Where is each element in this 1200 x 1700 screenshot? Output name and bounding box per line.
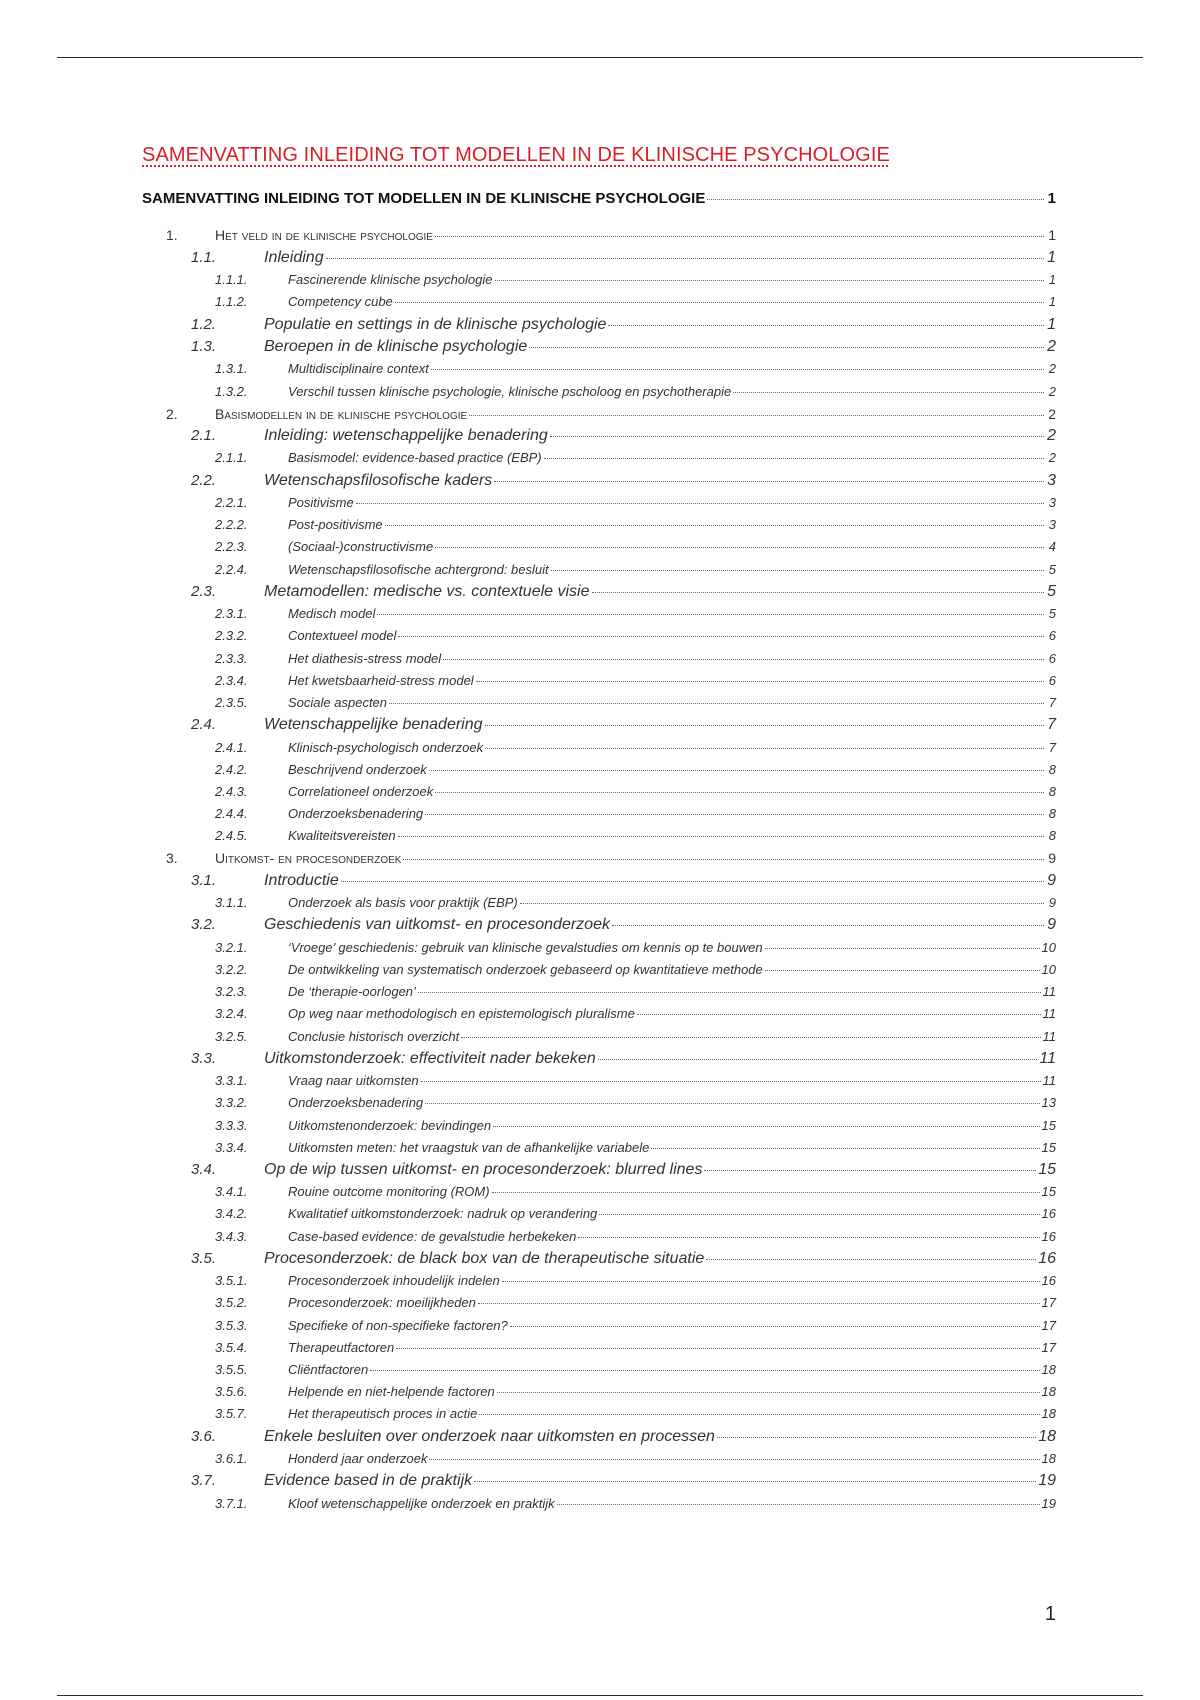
toc-entry-page: 18 bbox=[1041, 1384, 1056, 1400]
toc-dot-leader bbox=[435, 792, 1044, 793]
toc-entry-page: 17 bbox=[1041, 1339, 1056, 1355]
toc-entry-label: Sociale aspecten bbox=[288, 694, 388, 710]
toc-entry-page: 1 bbox=[1048, 227, 1056, 244]
toc-entry-label: Uitkomsten meten: het vraagstuk van de afhankelijke variabele bbox=[288, 1139, 650, 1155]
toc-dot-leader bbox=[431, 369, 1044, 370]
toc-dot-leader bbox=[385, 525, 1044, 526]
toc-entry-page: 19 bbox=[1038, 1472, 1056, 1490]
toc-dot-leader bbox=[502, 1281, 1040, 1282]
toc-entry-label: Post-positivisme bbox=[288, 517, 383, 533]
toc-entry-number: 3.5.2. bbox=[215, 1295, 248, 1311]
toc-entry-page: 2 bbox=[1047, 337, 1056, 355]
toc-entry-number: 2.4.2. bbox=[215, 761, 248, 777]
toc-entry-page: 15 bbox=[1041, 1184, 1056, 1200]
toc-entry-page: 2 bbox=[1048, 450, 1056, 466]
toc-entry-number: 3.5.7. bbox=[215, 1406, 248, 1422]
toc-entry-page: 11 bbox=[1039, 1049, 1056, 1067]
toc-entry-page: 18 bbox=[1041, 1362, 1056, 1377]
toc-entry-number: 2.3. bbox=[191, 582, 217, 600]
toc-entry-label: Beschrijvend onderzoek bbox=[288, 761, 427, 777]
toc-entry-number: 2.2.2. bbox=[215, 517, 248, 533]
toc-entry[interactable] bbox=[142, 781, 1056, 803]
toc-entry[interactable] bbox=[142, 870, 1056, 892]
toc-entry-number: 1.3. bbox=[191, 337, 217, 355]
toc-dot-leader bbox=[510, 1326, 1040, 1327]
toc-entry[interactable] bbox=[142, 291, 1056, 313]
toc-entry-page: 9 bbox=[1047, 871, 1056, 889]
toc-entry-label: De ‘therapie-oorlogen’ bbox=[288, 984, 416, 1000]
toc-entry-label: Enkele besluiten over onderzoek naar uitkomsten en processen bbox=[264, 1427, 715, 1445]
toc-entry-page: 10 bbox=[1041, 962, 1056, 978]
toc-entry-number: 3.3.2. bbox=[215, 1095, 248, 1111]
toc-entry-page: 19 bbox=[1041, 1495, 1056, 1511]
toc-entry-number: 3.6.1. bbox=[215, 1450, 248, 1466]
toc-dot-leader bbox=[598, 1059, 1038, 1060]
toc-entry-label: Verschil tussen klinische psychologie, klinische pscholoog en psychotherapie bbox=[288, 383, 732, 399]
toc-entry[interactable] bbox=[142, 1048, 1056, 1070]
toc-entry[interactable] bbox=[142, 648, 1056, 670]
toc-entry-page: 18 bbox=[1041, 1450, 1056, 1466]
toc-entry-label: Kwalitatief uitkomstonderzoek: nadruk op verandering bbox=[288, 1206, 598, 1222]
toc-entry-number: 3.1.1. bbox=[215, 895, 248, 911]
toc-entry[interactable] bbox=[142, 1226, 1056, 1248]
toc-dot-leader bbox=[495, 280, 1044, 281]
toc-entry-label: Vraag naar uitkomsten bbox=[288, 1073, 419, 1089]
toc-entry-number: 3.4. bbox=[191, 1160, 217, 1178]
table-of-contents bbox=[142, 188, 1056, 1515]
toc-entry-label: Op de wip tussen uitkomst- en procesonderzoek: blurred lines bbox=[264, 1160, 703, 1178]
toc-entry[interactable] bbox=[142, 1292, 1056, 1314]
toc-entry[interactable] bbox=[142, 314, 1056, 336]
toc-entry[interactable] bbox=[142, 603, 1056, 625]
toc-entry-number: 1.2. bbox=[191, 315, 217, 333]
toc-dot-leader bbox=[707, 199, 1044, 200]
toc-entry-label: ‘Vroege’ geschiedenis: gebruik van klinische gevalstudies om kennis op te bouwen bbox=[288, 939, 763, 955]
toc-entry[interactable] bbox=[142, 1270, 1056, 1292]
toc-dot-leader bbox=[733, 392, 1044, 393]
toc-entry-number: 2.2.4. bbox=[215, 561, 248, 577]
toc-entry-label: Uitkomstenonderzoek: bevindingen bbox=[288, 1117, 492, 1133]
toc-dot-leader bbox=[435, 547, 1044, 548]
toc-entry-page: 16 bbox=[1041, 1206, 1056, 1222]
toc-entry[interactable] bbox=[142, 536, 1056, 558]
toc-entry-page: 15 bbox=[1041, 1139, 1056, 1155]
footer-rule bbox=[57, 1695, 1143, 1696]
toc-entry-page: 7 bbox=[1048, 739, 1056, 755]
toc-entry-label: Het therapeutisch proces in actie bbox=[288, 1406, 478, 1422]
toc-entry[interactable] bbox=[142, 1448, 1056, 1470]
toc-dot-leader bbox=[425, 814, 1044, 815]
toc-entry[interactable] bbox=[142, 1493, 1056, 1515]
toc-dot-leader bbox=[326, 258, 1044, 259]
toc-entry-page: 13 bbox=[1041, 1095, 1056, 1111]
toc-entry-label: Wetenschapsfilosofische kaders bbox=[264, 471, 493, 489]
toc-entry-label: Basismodel: evidence-based practice (EBP) bbox=[288, 450, 542, 466]
toc-entry[interactable] bbox=[142, 425, 1056, 447]
toc-dot-leader bbox=[429, 1459, 1039, 1460]
toc-dot-leader bbox=[435, 236, 1044, 237]
toc-dot-leader bbox=[557, 1504, 1040, 1505]
toc-entry-number: 2.2. bbox=[191, 471, 217, 489]
toc-dot-leader bbox=[425, 1103, 1039, 1104]
toc-entry-label: Kloof wetenschappelijke onderzoek en praktijk bbox=[288, 1495, 555, 1511]
toc-dot-leader bbox=[370, 1370, 1039, 1371]
toc-entry-label: Introductie bbox=[264, 871, 339, 889]
toc-entry-number: 2.4.3. bbox=[215, 783, 248, 799]
toc-dot-leader bbox=[550, 436, 1044, 437]
toc-entry-number: 1.3.1. bbox=[215, 361, 248, 377]
toc-dot-leader bbox=[443, 659, 1044, 660]
toc-entry-label: Inleiding bbox=[264, 248, 324, 266]
toc-entry-number: 3.7.1. bbox=[215, 1495, 248, 1511]
toc-entry-number: 2.4.1. bbox=[215, 739, 248, 755]
toc-dot-leader bbox=[551, 570, 1044, 571]
toc-entry[interactable] bbox=[142, 1381, 1056, 1403]
toc-entry-page: 2 bbox=[1048, 361, 1056, 377]
toc-entry[interactable] bbox=[142, 759, 1056, 781]
document-title: SAMENVATTING INLEIDING TOT MODELLEN IN DE KLINISCHE PSYCHOLOGIE bbox=[142, 144, 890, 166]
toc-entry-page: 18 bbox=[1038, 1427, 1056, 1445]
toc-entry-page: 4 bbox=[1048, 539, 1056, 555]
toc-entry[interactable] bbox=[142, 581, 1056, 603]
toc-dot-leader bbox=[765, 948, 1040, 949]
toc-entry-number: 3.1. bbox=[191, 871, 217, 889]
toc-entry-label: Positivisme bbox=[288, 495, 354, 511]
toc-entry-number: 2.1. bbox=[191, 427, 217, 445]
toc-entry-label: Op weg naar methodologisch en epistemologisch pluralisme bbox=[288, 1006, 635, 1022]
toc-entry-number: 2.1.1. bbox=[215, 450, 248, 466]
toc-entry-page: 11 bbox=[1042, 1028, 1056, 1044]
toc-dot-leader bbox=[429, 770, 1044, 771]
toc-entry-number: 3.2. bbox=[191, 916, 217, 934]
toc-entry-number: 3.4.1. bbox=[215, 1184, 248, 1200]
toc-dot-leader bbox=[492, 1192, 1040, 1193]
toc-entry-page: 5 bbox=[1048, 606, 1056, 622]
toc-entry[interactable] bbox=[142, 937, 1056, 959]
toc-entry-number: 3.3.4. bbox=[215, 1139, 248, 1155]
toc-entry[interactable] bbox=[142, 959, 1056, 981]
toc-dot-leader bbox=[520, 903, 1044, 904]
toc-entry-page: 8 bbox=[1048, 783, 1056, 799]
toc-entry[interactable] bbox=[142, 1137, 1056, 1159]
toc-entry-label: Procesonderzoek: moeilijkheden bbox=[288, 1295, 476, 1311]
toc-entry-label: Uitkomst- en procesonderzoek bbox=[215, 850, 402, 867]
toc-entry-label: Onderzoeksbenadering bbox=[288, 806, 424, 822]
toc-entry-page: 17 bbox=[1041, 1295, 1056, 1311]
toc-dot-leader bbox=[478, 1303, 1040, 1304]
toc-dot-leader bbox=[377, 614, 1044, 615]
toc-entry-number: 3.5.4. bbox=[215, 1339, 248, 1355]
toc-entry-label: Onderzoek als basis voor praktijk (EBP) bbox=[288, 895, 518, 911]
toc-entry-number: 3.3.1. bbox=[215, 1073, 248, 1089]
toc-entry-page: 1 bbox=[1047, 315, 1056, 333]
toc-entry-page: 5 bbox=[1048, 561, 1056, 577]
toc-entry-page: 16 bbox=[1038, 1249, 1056, 1267]
toc-entry-page: 6 bbox=[1048, 628, 1056, 644]
toc-entry[interactable] bbox=[142, 247, 1056, 269]
toc-entry-label: Uitkomstonderzoek: effectiviteit nader bekeken bbox=[264, 1049, 596, 1067]
toc-entry-page: 2 bbox=[1048, 405, 1056, 422]
toc-entry-page: 7 bbox=[1047, 716, 1056, 734]
toc-entry-number: 3.2.3. bbox=[215, 984, 248, 1000]
toc-entry-page: 15 bbox=[1038, 1160, 1056, 1178]
toc-dot-leader bbox=[544, 458, 1044, 459]
toc-entry-label: Geschiedenis van uitkomst- en procesonderzoek bbox=[264, 916, 610, 934]
toc-dot-leader bbox=[396, 1348, 1039, 1349]
toc-dot-leader bbox=[418, 992, 1041, 993]
toc-entry-number: 3.2.1. bbox=[215, 939, 248, 955]
toc-entry-number: 1.3.2. bbox=[215, 383, 248, 399]
toc-entry-page: 1 bbox=[1047, 190, 1056, 207]
toc-entry[interactable] bbox=[142, 188, 1056, 210]
toc-entry-page: 1 bbox=[1047, 248, 1056, 266]
toc-entry[interactable] bbox=[142, 1470, 1056, 1492]
toc-entry-page: 8 bbox=[1048, 806, 1056, 822]
toc-dot-leader bbox=[485, 725, 1044, 726]
toc-entry-page: 6 bbox=[1048, 672, 1056, 688]
toc-entry-page: 8 bbox=[1048, 828, 1056, 844]
toc-dot-leader bbox=[395, 302, 1044, 303]
toc-entry[interactable] bbox=[142, 1026, 1056, 1048]
toc-entry[interactable] bbox=[142, 1203, 1056, 1225]
toc-entry-number: 3.5. bbox=[191, 1249, 217, 1267]
toc-entry[interactable] bbox=[142, 847, 1056, 869]
toc-entry-page: 9 bbox=[1048, 850, 1056, 867]
toc-entry-label: Contextueel model bbox=[288, 628, 397, 644]
toc-dot-leader bbox=[493, 1126, 1039, 1127]
toc-entry-label: Het veld in de klinische psychologie bbox=[215, 227, 433, 244]
toc-entry-label: Correlationeel onderzoek bbox=[288, 783, 434, 799]
toc-entry-number: 3.6. bbox=[191, 1427, 217, 1445]
toc-entry-label: Basismodellen in de klinische psychologie bbox=[215, 405, 468, 422]
toc-entry-label: Case-based evidence: de gevalstudie herbekeken bbox=[288, 1228, 577, 1244]
toc-dot-leader bbox=[398, 836, 1044, 837]
toc-entry-number: 3.2.4. bbox=[215, 1006, 248, 1022]
toc-entry[interactable] bbox=[142, 447, 1056, 469]
toc-entry[interactable] bbox=[142, 670, 1056, 692]
toc-entry-number: 3.7. bbox=[191, 1472, 217, 1490]
toc-entry-label: Beroepen in de klinische psychologie bbox=[264, 337, 528, 355]
toc-entry-label: Helpende en niet-helpende factoren bbox=[288, 1384, 495, 1400]
toc-entry-number: 2.2.1. bbox=[215, 495, 248, 511]
toc-dot-leader bbox=[529, 347, 1044, 348]
toc-entry-number: 2.3.1. bbox=[215, 606, 248, 622]
toc-entry[interactable] bbox=[142, 1315, 1056, 1337]
toc-entry-number: 3.5.5. bbox=[215, 1362, 248, 1377]
toc-entry-label: Kwaliteitsvereisten bbox=[288, 828, 396, 844]
toc-dot-leader bbox=[497, 1392, 1040, 1393]
toc-entry-page: 18 bbox=[1041, 1406, 1056, 1422]
toc-dot-leader bbox=[356, 503, 1044, 504]
toc-entry-page: 16 bbox=[1041, 1273, 1056, 1289]
toc-entry[interactable] bbox=[142, 1426, 1056, 1448]
toc-entry-number: 3.5.1. bbox=[215, 1273, 248, 1289]
toc-entry-label: Rouine outcome monitoring (ROM) bbox=[288, 1184, 490, 1200]
toc-dot-leader bbox=[651, 1148, 1039, 1149]
toc-entry[interactable] bbox=[142, 625, 1056, 647]
toc-entry-page: 5 bbox=[1047, 582, 1056, 600]
toc-entry-page: 8 bbox=[1048, 761, 1056, 777]
toc-entry[interactable] bbox=[142, 1003, 1056, 1025]
toc-entry-number: 3.3. bbox=[191, 1049, 217, 1067]
toc-entry[interactable] bbox=[142, 692, 1056, 714]
toc-entry-label: Specifieke of non-specifieke factoren? bbox=[288, 1317, 508, 1333]
toc-dot-leader bbox=[612, 925, 1044, 926]
toc-dot-leader bbox=[421, 1081, 1041, 1082]
toc-entry-page: 3 bbox=[1047, 471, 1056, 489]
toc-entry-label: Wetenschappelijke benadering bbox=[264, 716, 483, 734]
toc-entry-page: 16 bbox=[1041, 1228, 1056, 1244]
toc-entry-page: 11 bbox=[1042, 1073, 1056, 1089]
toc-entry-page: 15 bbox=[1041, 1117, 1056, 1133]
toc-entry-label: De ontwikkeling van systematisch onderzoek gebaseerd op kwantitatieve methode bbox=[288, 962, 763, 978]
toc-entry-page: 3 bbox=[1048, 517, 1056, 533]
toc-entry-number: 2.3.3. bbox=[215, 650, 248, 666]
toc-entry-label: Evidence based in de praktijk bbox=[264, 1472, 473, 1490]
toc-entry[interactable] bbox=[142, 559, 1056, 581]
toc-entry-page: 17 bbox=[1041, 1317, 1056, 1333]
toc-entry-number: 3.5.3. bbox=[215, 1317, 248, 1333]
toc-entry-label: Competency cube bbox=[288, 294, 393, 310]
toc-entry-number: 1. bbox=[166, 227, 178, 244]
toc-dot-leader bbox=[398, 636, 1044, 637]
page-number: 1 bbox=[1044, 1603, 1056, 1625]
toc-dot-leader bbox=[765, 970, 1040, 971]
toc-entry[interactable] bbox=[142, 1403, 1056, 1425]
toc-entry-page: 3 bbox=[1048, 495, 1056, 511]
toc-entry[interactable] bbox=[142, 336, 1056, 358]
toc-entry-number: 3.2.5. bbox=[215, 1028, 248, 1044]
toc-entry-number: 2.3.2. bbox=[215, 628, 248, 644]
toc-entry[interactable] bbox=[142, 381, 1056, 403]
toc-dot-leader bbox=[717, 1437, 1036, 1438]
toc-dot-leader bbox=[637, 1014, 1041, 1015]
toc-entry[interactable] bbox=[142, 714, 1056, 736]
toc-dot-leader bbox=[608, 325, 1044, 326]
toc-entry-number: 3.2.2. bbox=[215, 962, 248, 978]
toc-entry[interactable] bbox=[142, 1181, 1056, 1203]
toc-entry-page: 1 bbox=[1048, 294, 1056, 310]
toc-entry-label: Therapeutfactoren bbox=[288, 1339, 395, 1355]
toc-dot-leader bbox=[461, 1037, 1040, 1038]
toc-entry-page: 6 bbox=[1048, 650, 1056, 666]
toc-entry-label: Wetenschapsfilosofische achtergrond: besluit bbox=[288, 561, 549, 577]
toc-entry[interactable] bbox=[142, 737, 1056, 759]
toc-dot-leader bbox=[389, 703, 1044, 704]
toc-entry-number: 3.4.2. bbox=[215, 1206, 248, 1222]
toc-entry[interactable] bbox=[142, 224, 1056, 246]
toc-entry-label: Cliëntfactoren bbox=[288, 1362, 369, 1377]
toc-dot-leader bbox=[706, 1259, 1036, 1260]
toc-entry-label: (Sociaal-)constructivisme bbox=[288, 539, 434, 555]
toc-entry[interactable] bbox=[142, 269, 1056, 291]
toc-entry[interactable] bbox=[142, 1248, 1056, 1270]
toc-entry-page: 2 bbox=[1048, 383, 1056, 399]
toc-entry-number: 2.4.4. bbox=[215, 806, 248, 822]
toc-entry-number: 3.3.3. bbox=[215, 1117, 248, 1133]
toc-entry-label: Inleiding: wetenschappelijke benadering bbox=[264, 427, 548, 445]
toc-dot-leader bbox=[469, 415, 1044, 416]
toc-entry[interactable] bbox=[142, 403, 1056, 425]
toc-entry-number: 1.1. bbox=[191, 248, 217, 266]
toc-entry-number: 2. bbox=[166, 405, 178, 422]
toc-entry-number: 3.4.3. bbox=[215, 1228, 248, 1244]
toc-entry[interactable] bbox=[142, 514, 1056, 536]
toc-entry[interactable] bbox=[142, 358, 1056, 380]
toc-dot-leader bbox=[578, 1237, 1039, 1238]
toc-entry[interactable] bbox=[142, 803, 1056, 825]
toc-entry-label: Populatie en settings in de klinische psychologie bbox=[264, 315, 607, 333]
toc-entry[interactable] bbox=[142, 981, 1056, 1003]
toc-entry-label: Procesonderzoek: de black box van de therapeutische situatie bbox=[264, 1249, 705, 1267]
toc-dot-leader bbox=[494, 481, 1044, 482]
toc-entry-number: 1.1.2. bbox=[215, 294, 248, 310]
toc-entry-page: 9 bbox=[1047, 916, 1056, 934]
toc-entry-label: Onderzoeksbenadering bbox=[288, 1095, 424, 1111]
toc-entry-page: 10 bbox=[1041, 939, 1056, 955]
toc-entry-label: Conclusie historisch overzicht bbox=[288, 1028, 460, 1044]
toc-dot-leader bbox=[341, 881, 1044, 882]
toc-entry-page: 2 bbox=[1047, 427, 1056, 445]
toc-entry-label: Metamodellen: medische vs. contextuele visie bbox=[264, 582, 590, 600]
toc-dot-leader bbox=[474, 1481, 1036, 1482]
toc-entry-label: Fascinerende klinische psychologie bbox=[288, 272, 493, 288]
toc-entry[interactable] bbox=[142, 914, 1056, 936]
toc-entry-number: 2.4.5. bbox=[215, 828, 248, 844]
toc-entry-page: 11 bbox=[1042, 984, 1056, 1000]
toc-dot-leader bbox=[485, 748, 1044, 749]
toc-entry-label: Het diathesis-stress model bbox=[288, 650, 442, 666]
toc-entry-number: 2.3.5. bbox=[215, 694, 248, 710]
toc-entry-page: 7 bbox=[1048, 694, 1056, 710]
toc-entry-number: 3.5.6. bbox=[215, 1384, 248, 1400]
toc-entry-label: Medisch model bbox=[288, 606, 376, 622]
toc-dot-leader bbox=[479, 1414, 1039, 1415]
toc-entry-label: Multidisciplinaire context bbox=[288, 361, 429, 377]
toc-entry-label: SAMENVATTING INLEIDING TOT MODELLEN IN DE KLINISCHE PSYCHOLOGIE bbox=[142, 190, 706, 207]
toc-entry-page: 9 bbox=[1048, 895, 1056, 911]
toc-entry[interactable] bbox=[142, 1337, 1056, 1359]
toc-entry[interactable] bbox=[142, 892, 1056, 914]
toc-entry-number: 2.2.3. bbox=[215, 539, 248, 555]
toc-entry-label: Klinisch-psychologisch onderzoek bbox=[288, 739, 484, 755]
toc-entry-number: 2.3.4. bbox=[215, 672, 248, 688]
toc-entry-number: 1.1.1. bbox=[215, 272, 248, 288]
toc-entry-label: Honderd jaar onderzoek bbox=[288, 1450, 428, 1466]
toc-entry-page: 11 bbox=[1042, 1006, 1056, 1022]
toc-entry-page: 1 bbox=[1048, 272, 1056, 288]
toc-entry-number: 3. bbox=[166, 850, 178, 867]
toc-entry[interactable] bbox=[142, 1359, 1056, 1381]
toc-entry-label: Procesonderzoek inhoudelijk indelen bbox=[288, 1273, 500, 1289]
toc-dot-leader bbox=[403, 859, 1044, 860]
toc-entry-number: 2.4. bbox=[191, 716, 217, 734]
toc-entry[interactable] bbox=[142, 492, 1056, 514]
toc-entry[interactable] bbox=[142, 1092, 1056, 1114]
toc-dot-leader bbox=[599, 1214, 1039, 1215]
toc-dot-leader bbox=[476, 681, 1044, 682]
toc-dot-leader bbox=[592, 592, 1045, 593]
toc-entry[interactable] bbox=[142, 1070, 1056, 1092]
toc-entry[interactable] bbox=[142, 1115, 1056, 1137]
toc-entry[interactable] bbox=[142, 825, 1056, 847]
toc-entry[interactable] bbox=[142, 1159, 1056, 1181]
toc-entry-label: Het kwetsbaarheid-stress model bbox=[288, 672, 474, 688]
toc-entry[interactable] bbox=[142, 470, 1056, 492]
header-rule bbox=[57, 57, 1143, 58]
toc-dot-leader bbox=[704, 1170, 1036, 1171]
